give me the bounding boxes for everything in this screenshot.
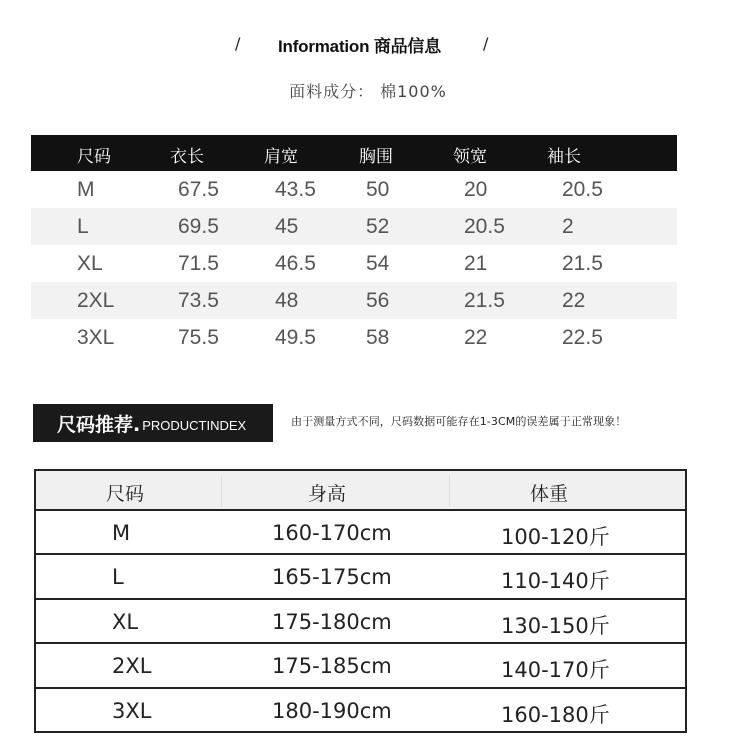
spec-cell: 22 xyxy=(464,326,488,349)
spec-table-row xyxy=(31,282,677,319)
recommend-cell: 110-140斤 xyxy=(501,569,610,594)
spec-cell: 22 xyxy=(562,289,586,312)
spec-cell: 2XL xyxy=(77,289,115,312)
measurement-note: 由于测量方式不同，尺码数据可能存在1-3CM的误差属于正常现象！ xyxy=(291,415,627,428)
recommend-cell: L xyxy=(112,565,124,590)
header-slash-right: / xyxy=(483,34,489,53)
spec-cell: 67.5 xyxy=(178,178,219,201)
spec-cell: M xyxy=(77,178,95,201)
spec-cell: 49.5 xyxy=(275,326,316,349)
spec-cell: 54 xyxy=(366,252,390,275)
material-composition xyxy=(0,79,730,102)
spec-cell: 21.5 xyxy=(464,289,505,312)
recommend-cell: 140-170斤 xyxy=(501,658,610,683)
spec-cell: XL xyxy=(77,252,103,275)
recommend-cell: 180-190cm xyxy=(272,698,392,723)
recommend-cell: 165-175cm xyxy=(272,565,392,590)
spec-cell: 48 xyxy=(275,289,299,312)
spec-cell: 52 xyxy=(366,215,390,238)
recommend-cell: M xyxy=(112,521,131,545)
header-slash-left: / xyxy=(235,34,241,53)
spec-cell: 69.5 xyxy=(178,215,219,238)
spec-cell: 46.5 xyxy=(275,252,316,275)
header-divider xyxy=(221,475,222,507)
recommend-cell: 175-185cm xyxy=(272,654,392,679)
spec-header-shoulder: 肩宽 xyxy=(264,147,298,167)
spec-cell: 43.5 xyxy=(275,178,316,201)
spec-table-row xyxy=(31,319,677,356)
size-recommend-badge xyxy=(33,404,273,442)
spec-cell: L xyxy=(77,215,89,238)
spec-header-sleeve: 袖长 xyxy=(547,147,581,167)
recommend-cell: 100-120斤 xyxy=(501,525,610,549)
size-spec-table xyxy=(31,135,677,356)
recommend-cell: 130-150斤 xyxy=(501,613,610,638)
spec-cell: 58 xyxy=(366,326,390,349)
spec-cell: 45 xyxy=(275,215,299,238)
spec-cell: 22.5 xyxy=(562,326,603,349)
spec-table-header xyxy=(31,135,677,171)
recommend-cell: 175-180cm xyxy=(272,609,392,634)
recommend-table-row xyxy=(36,555,685,599)
recommend-header-height: 身高 xyxy=(308,483,347,505)
recommend-table-row xyxy=(36,511,685,555)
spec-cell: 71.5 xyxy=(178,252,219,275)
recommend-subtitle: PRODUCTINDEX xyxy=(142,418,247,433)
recommend-table-header xyxy=(36,471,685,511)
recommend-table-row xyxy=(36,644,685,688)
material-label: 面料成分： xyxy=(289,82,375,101)
spec-cell: 73.5 xyxy=(178,289,219,312)
spec-cell: 3XL xyxy=(77,326,115,349)
spec-cell: 20.5 xyxy=(562,178,603,201)
material-value: 棉100% xyxy=(380,82,447,101)
info-title: Information 商品信息 xyxy=(278,37,442,56)
recommend-cell: 3XL xyxy=(112,698,152,723)
header-divider xyxy=(449,475,450,507)
spec-cell: 75.5 xyxy=(178,326,219,349)
spec-cell: 20 xyxy=(464,178,488,201)
spec-cell: 21 xyxy=(464,252,488,275)
spec-cell: 21.5 xyxy=(562,252,603,275)
spec-header-size: 尺码 xyxy=(77,147,111,167)
recommend-title: 尺码推荐. xyxy=(57,413,141,436)
spec-table-row xyxy=(31,208,677,245)
spec-header-chest: 胸围 xyxy=(359,147,393,167)
recommend-header-weight: 体重 xyxy=(530,483,569,505)
recommend-table-row xyxy=(36,600,685,644)
spec-table-row xyxy=(31,245,677,282)
spec-cell: 56 xyxy=(366,289,390,312)
spec-header-length: 衣长 xyxy=(170,147,204,167)
recommend-cell: XL xyxy=(112,609,139,634)
spec-table-row xyxy=(31,171,677,208)
recommend-cell: 2XL xyxy=(112,654,152,679)
recommend-table-row xyxy=(36,689,685,733)
recommend-cell: 160-180斤 xyxy=(501,702,610,727)
spec-cell: 2 xyxy=(562,215,574,238)
spec-header-collar: 领宽 xyxy=(453,147,487,167)
info-header xyxy=(0,32,730,56)
spec-cell: 20.5 xyxy=(464,215,505,238)
recommend-header-size: 尺码 xyxy=(106,483,145,505)
size-recommend-table xyxy=(34,469,687,733)
spec-cell: 50 xyxy=(366,178,390,201)
recommend-cell: 160-170cm xyxy=(272,521,392,545)
